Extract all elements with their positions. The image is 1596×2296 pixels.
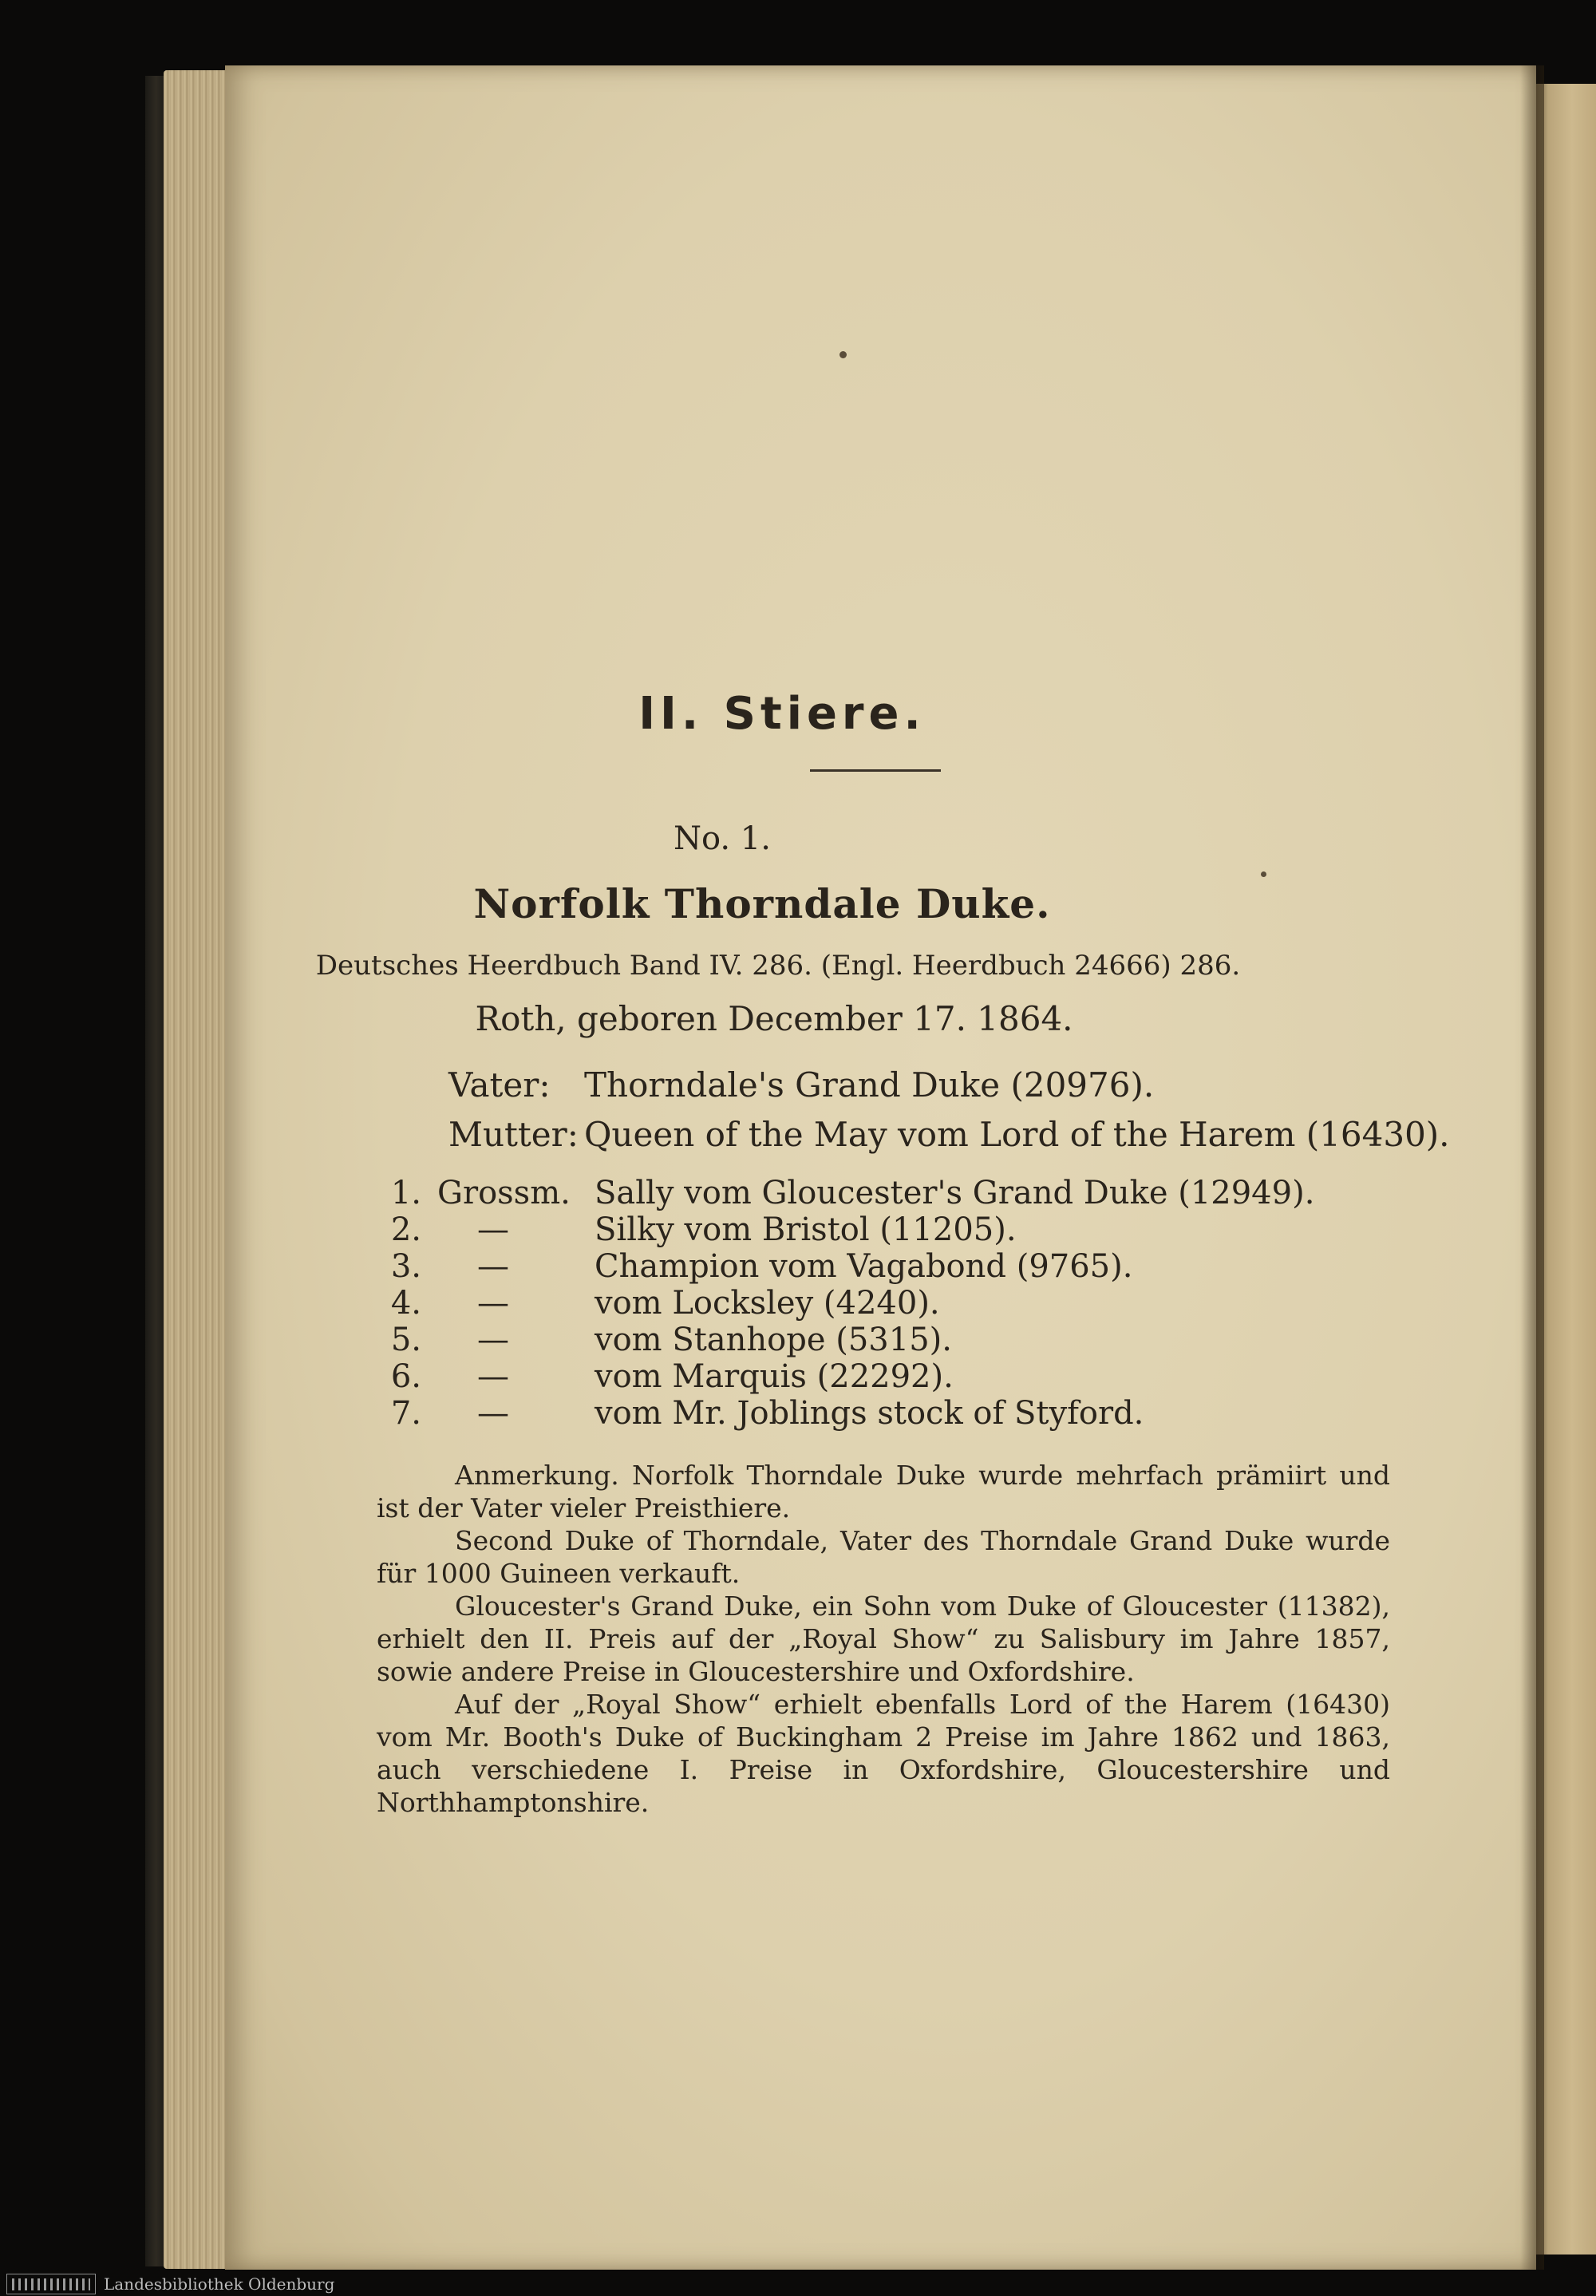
book-page bbox=[225, 65, 1536, 2270]
ancestor-relation: Grossm. bbox=[437, 1175, 571, 1211]
library-logo-icon bbox=[6, 2274, 96, 2294]
ancestor-relation: — bbox=[477, 1395, 509, 1432]
ancestor-text: vom Marquis (22292). bbox=[595, 1358, 954, 1395]
ancestor-number: 5. bbox=[390, 1322, 421, 1358]
ancestor-text: vom Stanhope (5315). bbox=[595, 1322, 952, 1358]
section-heading: II. Stiere. bbox=[638, 688, 926, 740]
note-paragraph: Second Duke of Thorndale, Vater des Thorndale Grand Duke wurde für 1000 Guineen verkauft. bbox=[377, 1525, 1390, 1589]
ancestor-number: 1. bbox=[390, 1175, 421, 1211]
ancestor-number: 3. bbox=[390, 1248, 421, 1285]
dam-value: Queen of the May vom Lord of the Harem (16430). bbox=[584, 1115, 1450, 1154]
ancestor-relation: — bbox=[477, 1211, 509, 1248]
entry-number: No. 1. bbox=[674, 820, 771, 857]
ancestor-relation: — bbox=[477, 1285, 509, 1322]
annotation-notes bbox=[377, 1459, 1390, 1819]
bull-name: Norfolk Thorndale Duke. bbox=[473, 880, 1051, 927]
ancestor-text: Sally vom Gloucester's Grand Duke (12949). bbox=[595, 1175, 1315, 1211]
ancestor-text: vom Locksley (4240). bbox=[595, 1285, 940, 1322]
birth-line: Roth, geboren December 17. 1864. bbox=[475, 999, 1073, 1038]
ancestor-relation: — bbox=[477, 1248, 509, 1285]
ancestor-relation: — bbox=[477, 1322, 509, 1358]
ancestor-text: vom Mr. Joblings stock of Styford. bbox=[595, 1395, 1144, 1432]
dam-label: Mutter: bbox=[448, 1115, 579, 1154]
sire-value: Thorndale's Grand Duke (20976). bbox=[584, 1065, 1155, 1105]
sire-label: Vater: bbox=[448, 1065, 551, 1105]
ancestor-text: Champion vom Vagabond (9765). bbox=[595, 1248, 1133, 1285]
ancestor-number: 2. bbox=[390, 1211, 421, 1248]
note-paragraph: Anmerkung. Norfolk Thorndale Duke wurde mehrfach prämiirt und ist der Vater vieler Preisthiere. bbox=[377, 1460, 1390, 1523]
gutter-shadow bbox=[1520, 65, 1544, 2270]
ancestor-number: 7. bbox=[390, 1395, 421, 1432]
ancestor-number: 6. bbox=[390, 1358, 421, 1395]
heading-rule bbox=[810, 769, 941, 772]
ancestor-number: 4. bbox=[390, 1285, 421, 1322]
paper-speck bbox=[839, 351, 847, 358]
paper-speck bbox=[1261, 871, 1266, 877]
ancestor-relation: — bbox=[477, 1358, 509, 1395]
adjacent-page-edge bbox=[1536, 84, 1596, 2255]
note-paragraph: Auf der „Royal Show“ erhielt ebenfalls Lord of the Harem (16430) vom Mr. Booth's Duke of Buckingham 2 Preise im Jahre 1862 und 1863, auch verschiedene I. Preise in Oxfordshire, Gloucestershire und Northhamptonshire. bbox=[377, 1689, 1390, 1818]
library-name: Landesbibliothek Oldenburg bbox=[104, 2274, 335, 2294]
herdbook-reference: Deutsches Heerdbuch Band IV. 286. (Engl. Heerdbuch 24666) 286. bbox=[315, 950, 1241, 982]
ancestor-text: Silky vom Bristol (11205). bbox=[595, 1211, 1017, 1248]
note-paragraph: Gloucester's Grand Duke, ein Sohn vom Duke of Gloucester (11382), erhielt den II. Preis auf der „Royal Show“ zu Salisbury im Jahre 1857, sowie andere Preise in Gloucestershire und Oxfordshire. bbox=[377, 1591, 1390, 1687]
